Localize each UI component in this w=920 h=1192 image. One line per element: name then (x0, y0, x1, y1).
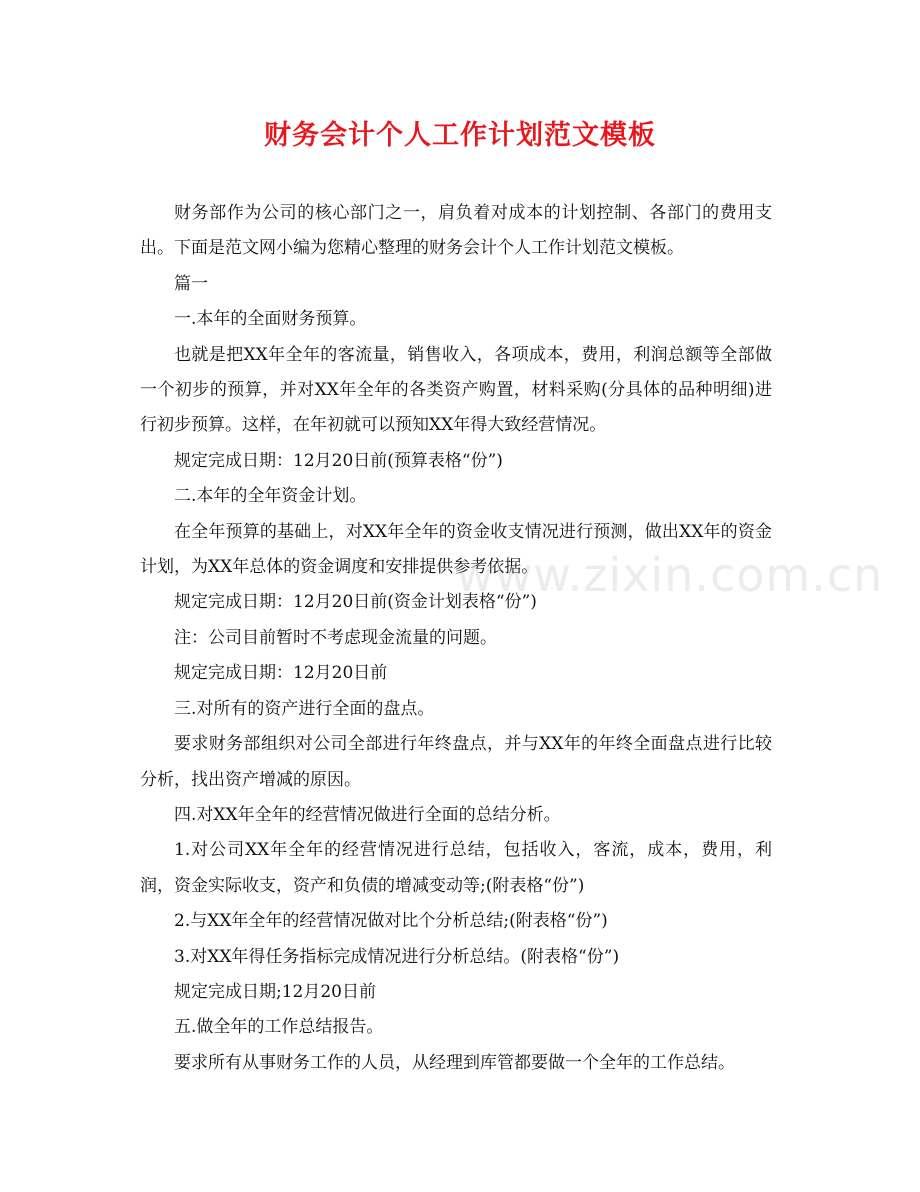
intro-paragraph: 财务部作为公司的核心部门之一，肩负着对成本的计划控制、各部门的费用支出。下面是范文网小编为您精心整理的财务会计个人工作计划范文模板。 (140, 203, 772, 259)
heading-3: 三.对所有的资产进行全面的盘点。 (174, 698, 435, 719)
heading-2: 二.本年的全年资金计划。 (174, 486, 367, 507)
deadline-text: 规定完成日期;12月20日前 (174, 981, 376, 1002)
paragraph: 要求所有从事财务工作的人员，从经理到库管都要做一个全年的工作总结。 (174, 1052, 735, 1073)
paragraph: 也就是把XX年全年的客流量，销售收入，各项成本，费用，利润总额等全部做一个初步的预算，并对XX年全年的各类资产购置，材料采购(分具体的品种明细)进行初步预算。这样，在年初就可以预知XX年得大致经营情况。 (140, 344, 772, 436)
list-item: 3.对XX年得任务指标完成情况进行分析总结。(附表格“份”) (174, 946, 620, 967)
paragraph: 要求财务部组织对公司全部进行年终盘点，并与XX年的年终全面盘点进行比较分析，找出资产增减的原因。 (140, 734, 772, 790)
list-item: 1.对公司XX年全年的经营情况进行总结，包括收入，客流，成本，费用，利润，资金实际收支，资产和负债的增减变动等;(附表格“份”) (140, 840, 772, 896)
page-title: 财务会计个人工作计划范文模板 (264, 120, 656, 151)
document-body (140, 196, 772, 1081)
heading-1: 一.本年的全面财务预算。 (174, 309, 367, 330)
section-label: 篇一 (174, 273, 208, 294)
deadline-text: 规定完成日期：12月20日前(资金计划表格“份”) (174, 592, 537, 613)
paragraph: 在全年预算的基础上，对XX年全年的资金收支情况进行预测，做出XX年的资金计划，为XX年总体的资金调度和安排提供参考依据。 (140, 521, 772, 578)
watermark: www.zixin.com.cn (456, 548, 884, 602)
heading-5: 五.做全年的工作总结报告。 (174, 1017, 384, 1038)
list-item: 2.与XX年全年的经营情况做对比个分析总结;(附表格“份”) (174, 911, 608, 932)
note-text: 注：公司目前暂时不考虑现金流量的问题。 (174, 627, 497, 648)
heading-4: 四.对XX年全年的经营情况做进行全面的总结分析。 (174, 804, 561, 825)
deadline-text: 规定完成日期：12月20日前(预算表格“份”) (174, 450, 503, 471)
deadline-text: 规定完成日期：12月20日前 (174, 663, 388, 684)
